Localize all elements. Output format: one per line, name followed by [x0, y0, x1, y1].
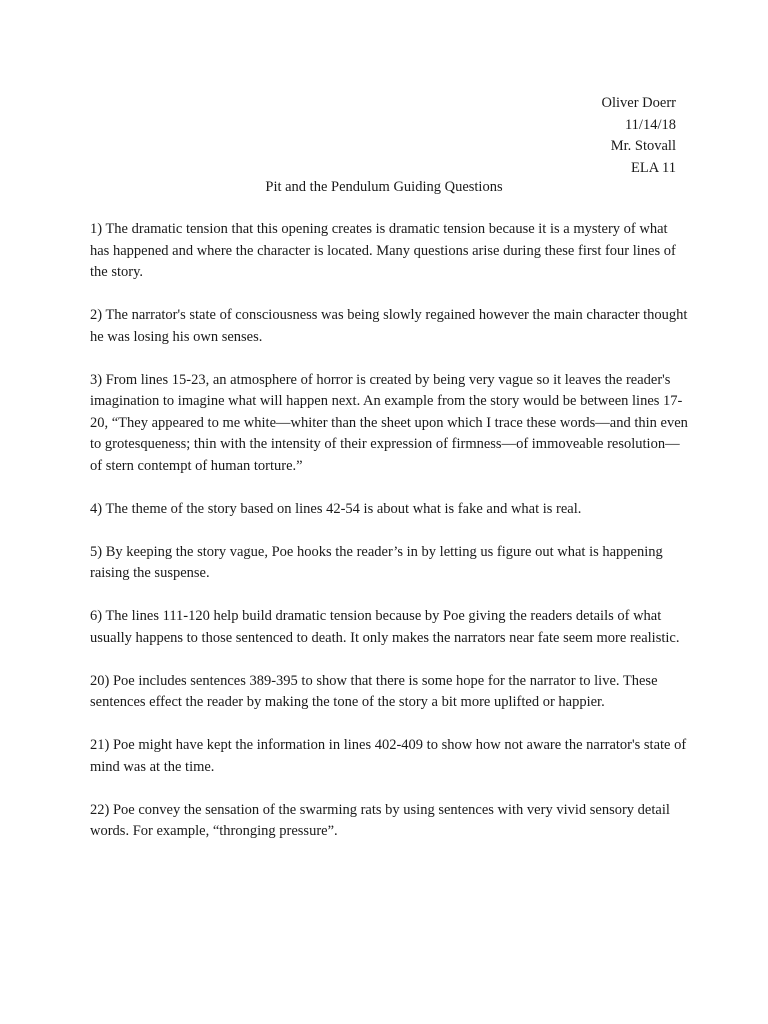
answer-4: 4) The theme of the story based on lines 42-54 is about what is fake and what is real.: [90, 500, 582, 517]
header-block: [602, 93, 676, 179]
answer-3: 3) From lines 15-23, an atmosphere of horror is created by being very vague so it leaves the reader's imagination to imagine what will happen next. An example from the story would be between lines 17-20, “They appeared to me white—whiter than the sheet upon which I trace these words—and thin even to grotesqueness; thin with the intensity of their expression of firmness—of immoveable resolution—of stern contempt of human torture.”: [90, 371, 688, 474]
teacher-name: Mr. Stovall: [610, 138, 676, 154]
answer-2: 2) The narrator's state of consciousness was being slowly regained however the main character thought he was losing his own senses.: [90, 307, 688, 345]
answer-21: 21) Poe might have kept the information in lines 402-409 to show how not aware the narrator's state of mind was at the time.: [90, 737, 687, 775]
answer-6: 6) The lines 111-120 help build dramatic tension because by Poe giving the readers details of what usually happens to those sentenced to death. It only makes the narrators near fate seem more realistic.: [90, 608, 680, 646]
answer-1: 1) The dramatic tension that this opening creates is dramatic tension because it is a mystery of what has happened and where the character is located. Many questions arise during these first four lines of the story.: [90, 221, 676, 280]
answer-20: 20) Poe includes sentences 389-395 to show that there is some hope for the narrator to live. These sentences effect the reader by making the tone of the story a bit more uplifted or happier.: [90, 672, 658, 710]
answer-22: 22) Poe convey the sensation of the swarming rats by using sentences with very vivid sensory detail words. For example, “thronging pressure”.: [90, 801, 670, 839]
document-title: Pit and the Pendulum Guiding Questions: [265, 179, 503, 195]
student-name: Oliver Doerr: [601, 95, 676, 111]
class-name: ELA 11: [631, 159, 676, 176]
assignment-date: 11/14/18: [624, 116, 676, 133]
answers-list: [90, 219, 690, 864]
answer-5: 5) By keeping the story vague, Poe hooks the reader’s in by letting us figure out what is happening raising the suspense.: [90, 543, 663, 581]
